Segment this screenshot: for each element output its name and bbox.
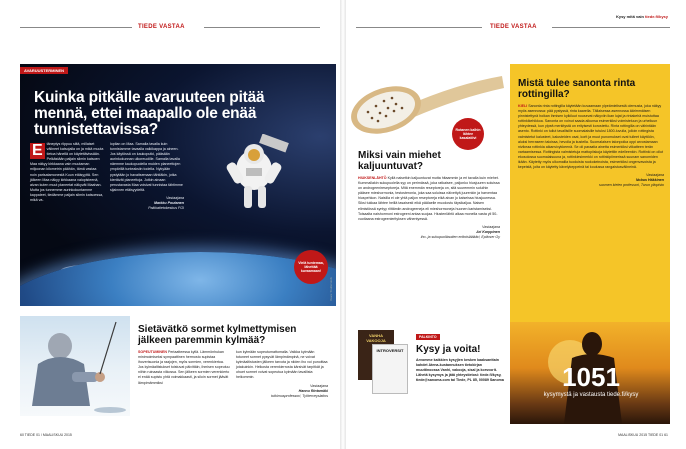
article-lead: HIUKSENLÄHTÖ xyxy=(358,176,387,180)
article-column xyxy=(110,142,184,211)
signature-name: Hannu Rintamäki xyxy=(298,388,328,393)
promo-body: Arvomme kaikkien kysyjien kesken kaaksanttain kahdet Atena-kustannuksen tietokirjan muuttinoossa Vanhi, vakooja, sisal ja korsvorit. Lähetä kysymys ja jätä yhteystietosi: tiede.fi/kysy, tiede@sanoma.com tai Tiede, PL 85, 00089 Sanoma xyxy=(416,358,504,383)
column-text: Kyllä naisetkin kaljuuntuvat mutta hitaammin ja eri tavalla kuin miehet. Kummallakin sukupuolella syy on perimässä, joka ratkaisee, paljonko hiusjuuren soluissa on androgeenireseptoreja. Mitä enemmän reseptoreja on, sitä suuremmin soluihin pääsee mieshormonia, testosteronia, joka saa soluissa näivettyä juurenkin ja harventaa hiuspehkon. Naisilla ei ole yhtä paljon reseptoreja eikä aivan jo kaiseissa hiusjuuressa. Siksi tukkaa lähtee heillä tasaisesti eikä päälaelle muodostu täysikaljua. Naisen elimistössä syntyy riittämiin androgeeneja eli mieshormoneja huonen karistamiseksi. Toisaalta naishormoni estrogeeni antaa suojaa. Hiustenlähtö alkaa monella vasta yli 50-vuotiaana estrogeenierityksen vähentyessä. xyxy=(358,176,500,221)
signature-role: Paikkatietokeskus FGI xyxy=(148,206,184,211)
earth-image xyxy=(20,252,336,306)
right-page xyxy=(346,0,686,449)
signature-label: Vastaajana xyxy=(646,173,664,178)
photo-badge: Vielä tuntemaa, lähettää kuvaamaan! xyxy=(294,250,328,284)
section-rule xyxy=(552,27,670,28)
ice-fisher-image xyxy=(20,316,130,416)
ice-fishing-photo xyxy=(20,316,130,416)
article-lead: SOPEUTUMINEN xyxy=(138,350,167,354)
article-column xyxy=(138,350,230,386)
column-text: kun kylmään sopeutumattomalla. Vaikka kylmään totuneet sormet pysyvät lämpimämpinä, ne voivat kylmäaltistusten jälkeen tarvota ja niiden iho voi punoittaa jotakuinkin. Heikosta verenkierrosta kärsivät tarpitkät ja ohuet sormet voivat sopeutua kylmään tavallista heikommin. xyxy=(236,350,328,380)
header-tag-link: tiede.fi/kysy xyxy=(645,14,668,19)
drop-cap: E xyxy=(32,142,43,159)
article-kicker: AVARUUSTERMINEN xyxy=(20,67,68,74)
article-column xyxy=(30,142,104,203)
astronaut-image xyxy=(216,134,296,212)
left-page xyxy=(0,0,340,449)
article-column xyxy=(236,350,328,399)
article-column xyxy=(518,104,664,189)
signature-role: suomen kielen professori, Turun yliopisto xyxy=(598,183,664,188)
signature-role: iho- ja sukupuolitautien erikoislääkäri, Epiloser Oy xyxy=(420,235,500,240)
page-folio: 60 TIEDE 01 / MAALISKUU 2015 xyxy=(20,433,72,437)
signature-name: Markku Poutanen xyxy=(154,201,184,206)
promo-headline: Kysy ja voita! xyxy=(416,344,481,355)
page-folio: MAALISKUU 2015 TIEDE 01 61 xyxy=(618,433,668,437)
article-headline: Miksi vain miehet kaljuuntuvat? xyxy=(358,150,441,172)
section-heading: TIEDE VASTAA xyxy=(490,24,537,30)
column-text: lopilan on Maa. Samalla tavalla kuin tunnistamme tavaalla valkikappa ja aineen. Jos käytössä on kaukoputki, pääsään aurinkokunnan ulkoreuolille. Samalla tavalla näemme kaukopuolella muiden planeettojen ympärillä tunteaksiin todella. Nykyään pystytään jo havaitsemaan tähtiäkin, jotka kiertävät planeettoja. Jotkin ainaan perustavasta Maa voisivat tunnistaa tähtimme sijainnen etäisyydeltä. xyxy=(110,142,183,192)
signature-label: Vastaajana xyxy=(482,224,500,229)
signature-label: Vastaajana xyxy=(166,195,184,200)
signature-label: Vastaajana xyxy=(310,383,328,388)
header-tag-text: Kysy mitä vain xyxy=(615,14,644,19)
question-count-caption: kysymystä ja vastausta tiede.fi/kysy xyxy=(543,392,639,398)
article-headline: Mistä tulee sanonta rinta rottingilla? xyxy=(518,78,636,100)
section-rule xyxy=(356,27,482,28)
question-count: 1051 xyxy=(562,362,620,392)
book-title: INTROVERSIT xyxy=(376,348,404,353)
signature-name: Ari Karppinen xyxy=(476,229,500,234)
header-tag xyxy=(616,14,668,19)
book-title: VANHA VAKOOJA xyxy=(366,333,386,343)
signature-name: Nobus Häkkinen xyxy=(635,178,664,183)
section-rule xyxy=(204,27,320,28)
article-headline: Sietävätkö sormet kylmettymisen jälkeen paremmin kylmää? xyxy=(138,324,297,346)
article-headline: Kuinka pitkälle avaruuteen pitää mennä, ettei maapallo ole enää tunnistettavissa? xyxy=(34,89,265,138)
article-column xyxy=(358,176,500,240)
section-heading: TIEDE VASTAA xyxy=(138,24,185,30)
article-lead: KIELI xyxy=(518,104,528,108)
photo-badge: Rotanen kalhin lähtee kasalatiivi xyxy=(452,118,484,150)
column-text: täneptys riippuu siitä, millaiset välineet katsojalla on ja mikä muuta tietoa hänellä on käytettävissään. Pelkästään paljain silmin katsoen Maa näkyy kirkkaana vain muutaman miljoonan kilometrin päähän, tämä vastaa noin parisatamonestä Kuun etäisyyttä. Sen jälkeen Maa näkyy kirkkaana valopisteenä, aivan kuten muut planeetat näkyvät Maahan. Mutta jos tunnemme aurinkokuntamme kappaleet, tiedämme paljain silmin katsoessa, mikä va- xyxy=(30,142,104,203)
section-rule xyxy=(20,27,132,28)
space-article xyxy=(20,64,336,306)
book-cover xyxy=(372,344,408,394)
column-text: Sanonta rinta rottingilla käytetään kuvaamaan ylpeämielisestä olemusta, joka näkyy myös asennossa: pää pystyssä, rinta kaarella. Tällaisessa asennossa äärimmäisen pinnistettynä hoikan ihmisen kylkiluut nousevat näkyviin ikan lujat ja rintakehä muistuttaa rottinkikehikkoa. Sanonta on voinut saada alkunsa esimerkiksi voimisteluun ja urheiluun yhteydessä, kun ylpeä merkitystä on erityisesti korostettu. Rinta rottingilla on vähintään asento. Rottinki on tullut tavallisille suomalaisille tutuksi 1800-luvulla, jolloin rottingista valmistetut kalusteet, kalusteiden osat, korit ja muut punomukset ovat tulleet käyttöön, aluksi herraseen taloissa, hevolla ja kustella. Suomalaisen talonpoika oppi arvostamaan nivikeaa rottinkia aikanvivykkeenä. Se oli paraatia ainetta esimerkiksi viikatteen terän vartaamisessa. Rottingista valmistetuja mattopiiskoja käytettiin edelleenkin. Rottinki on ollut ekosolossa suomalaisuuna ja, rottinkiesimerkki on rottinkipiimerissä suunam sanomiden ikään. Käytetty myös ulkomailla tuoduista ruokokeinoista, esimerkiksi ongenvavoista ja kepeistä, joita on käytetty kävelykeppeinä tai koulussa rangaistusvälineinä. xyxy=(518,104,664,170)
photo-credit: Kuva: Shutterstock xyxy=(329,276,333,300)
signature-role: tutkimusprofessori, Työterveyslaitos xyxy=(271,393,328,398)
promo-tag: PALKINTO xyxy=(416,334,440,340)
column-text: Periaatteessa kyllä. Lämmönhukan minimoimiseksi sympaattinen hermosto supistaa ihoverisuonia ja raajojen, myös sormien, verenkiertoa. Jos kylmäaltistukset toistuvat päivittäin, ihmisen sopeutuu niihin ruinaasta viikossa. Sen jälkeen sormien verenkierto ei enää supistu yhtä voimakkaasti, ja siloin sormet jäävät lämpimämmiksi xyxy=(138,350,230,385)
rattan-article xyxy=(510,64,670,424)
